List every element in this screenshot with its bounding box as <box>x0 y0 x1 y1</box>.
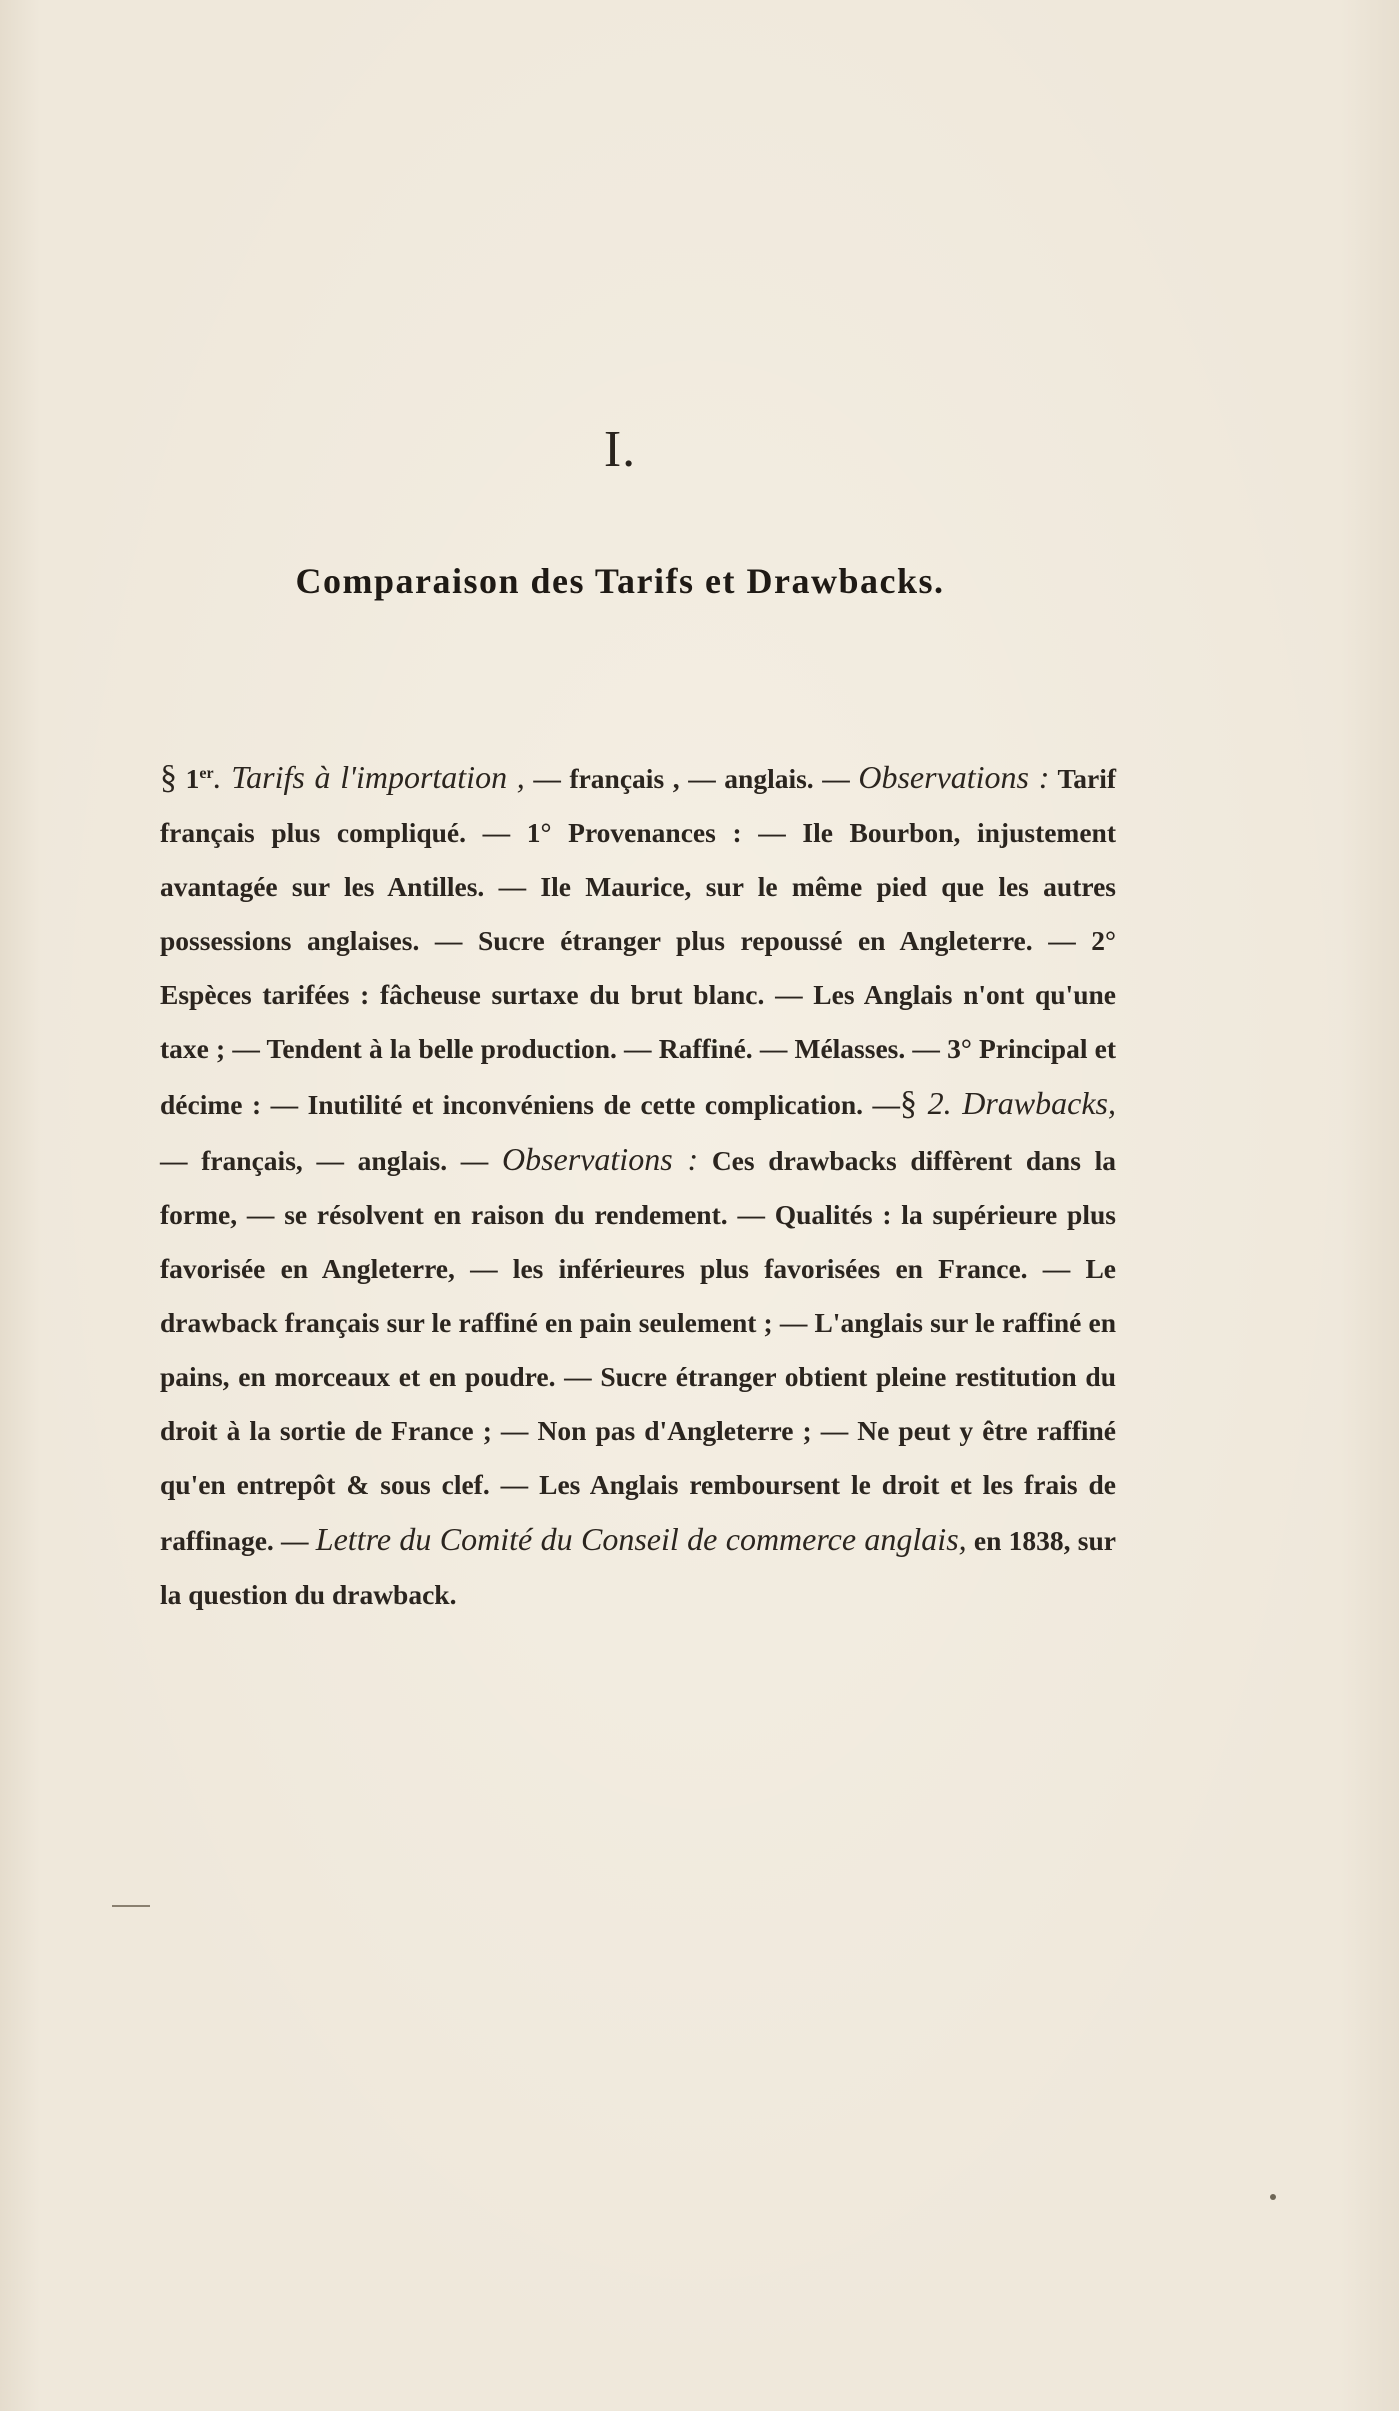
summary-text-4: Ces drawbacks diffèrent dans la forme, — se résolvent en raison du rendement. — Qualités : la supérieure plus favorisée en Angleterre, — les inférieures plus favorisées en France. — Le drawback français sur le raffiné en pain seulement ; — L'anglais sur le raffiné en pains, en morceaux et en poudre. — Sucre étranger obtient pleine restitution du droit à la sortie de France ; — Non pas d'Angleterre ; — Ne peut y être raffiné qu'en entrepôt & sous clef. — Les Anglais remboursent le droit et les frais de raffinage. — <box>160 1145 1116 1556</box>
observations-label-2: Observations : <box>501 1141 699 1177</box>
section-number-1: 1 <box>185 763 200 794</box>
printer-mark <box>112 1905 150 1907</box>
chapter-title: Comparaison des Tarifs et Drawbacks. <box>295 561 945 601</box>
summary-text-2: Tarif français plus compliqué. — 1° Provenances : — Ile Bourbon, injustement avantagée sur les Antilles. — Ile Maurice, sur le même pied que les autres possessions anglaises. — Sucre étranger plus repoussé en Angleterre. — 2° Espèces tarifées : fâcheuse surtaxe du brut blanc. — Les Anglais n'ont qu'une taxe ; — Tendent à la belle production. — Raffiné. — Mélasses. — 3° Principal et décime : — Inutilité et inconvéniens de cette complication. — <box>160 763 1117 1120</box>
summary-text-3: — français, — anglais. — <box>160 1145 502 1176</box>
section-title-2: 2. Drawbacks, <box>916 1085 1116 1121</box>
section-symbol-1: § <box>160 759 177 796</box>
letter-title: Lettre du Comité du Conseil de commerce anglais, <box>315 1521 967 1557</box>
chapter-numeral: I. <box>603 421 637 478</box>
chapter-summary <box>160 750 1116 1622</box>
observations-label-1: Observations : <box>858 759 1050 795</box>
summary-text-1: — français , — anglais. — <box>524 763 859 794</box>
section-number-superscript: er <box>199 764 214 782</box>
section-symbol-2: § <box>899 1085 917 1122</box>
summary-text-5: en 1838, sur la question du drawback. <box>160 1525 1116 1610</box>
paper-speck <box>1270 2194 1276 2200</box>
section-title-1: . Tarifs à l'importation , <box>213 759 525 795</box>
